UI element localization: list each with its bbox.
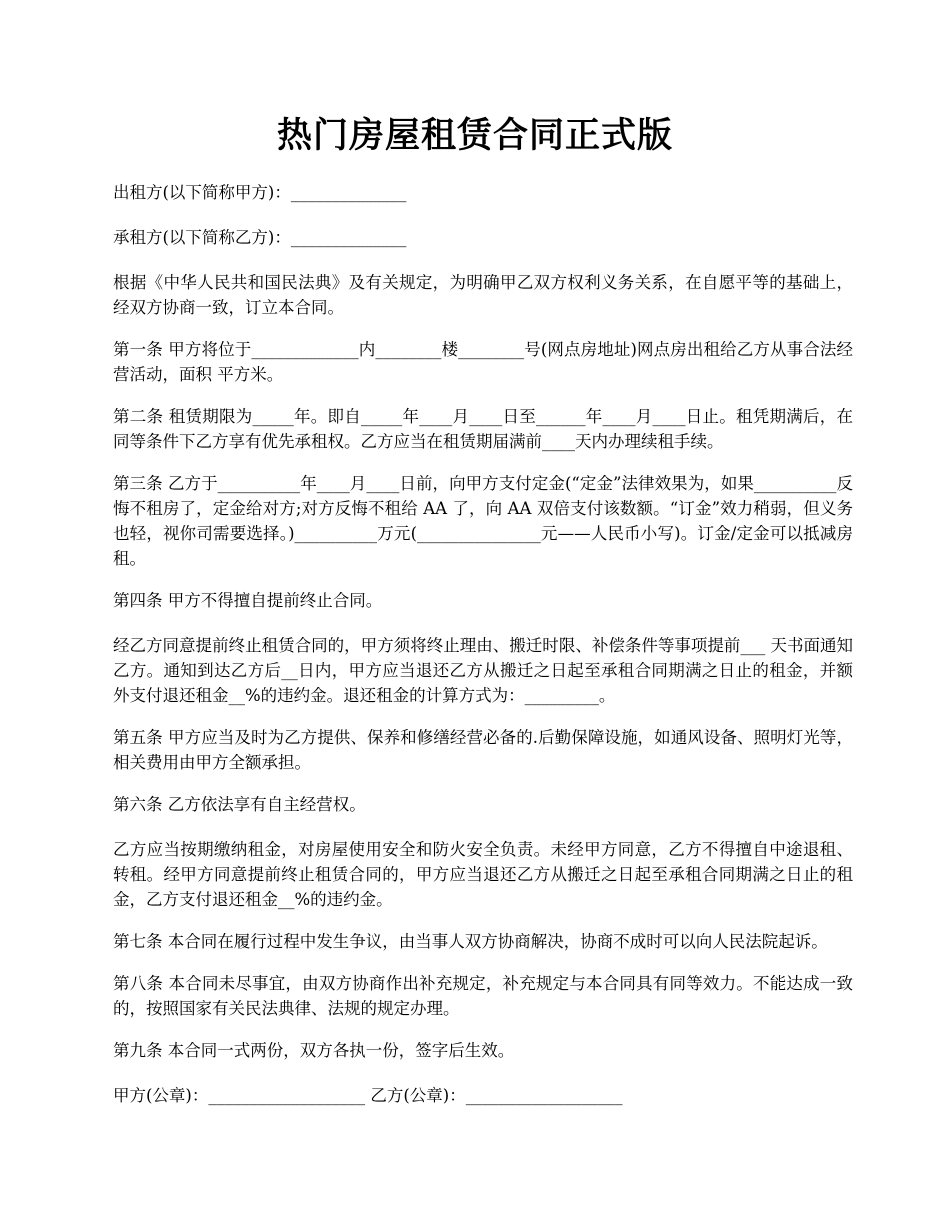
preamble-paragraph: 根据《中华人民共和国民法典》及有关规定，为明确甲乙双方权利义务关系，在自愿平等的基础上，经双方协商一致，订立本合同。 [113,273,853,317]
lessee-line: 承租方(以下简称乙方)：______________ [113,228,407,247]
article-8: 第八条 本合同未尽事宜，由双方协商作出补充规定，补充规定与本合同具有同等效力。不能达成一致的，按照国家有关民法典律、法规的规定办理。 [113,974,853,1018]
lessor-line: 出租方(以下简称甲方)：______________ [113,183,407,202]
article-2: 第二条 租赁期限为_____年。即自_____年____月____日至______年____月____日止。租凭期满后，在同等条件下乙方享有优先承租权。乙方应当在租赁期届满前____天内办理续租手续。 [113,407,853,451]
article-1: 第一条 甲方将位于_____________内________楼________号(网点房地址)网点房出租给乙方从事合法经营活动，面积 平方米。 [113,340,853,384]
article-6: 第六条 乙方依法享有自主经营权。 [113,795,366,814]
document-title: 热门房屋租赁合同正式版 [276,115,673,156]
contract-body [113,180,853,1128]
article-3: 第三条 乙方于__________年____月____日前，向甲方支付定金(“定金”法律效果为，如果__________反悔不租房了，定金给对方;对方反悔不租给 AA 了，向 AA 双倍支付该数额。“订金”效力稍弱，但义务也轻，视你司需要选择。)__________万元(_______________元——人民币小写)。订金/定金可以抵减房租。 [113,474,853,568]
article-5: 第五条 甲方应当及时为乙方提供、保养和修缮经营必备的.后勤保障设施，如通风设备、照明灯光等，相关费用由甲方全额承担。 [113,728,853,772]
article-4: 第四条 甲方不得擅自提前终止合同。 [113,591,383,610]
article-6-detail: 乙方应当按期缴纳租金，对房屋使用安全和防火安全负责。未经甲方同意，乙方不得擅自中途退租、转租。经甲方同意提前终止租赁合同的，甲方应当退还乙方从搬迁之日起至承租合同期满之日止的租金，乙方支付退还租金__%的违约金。 [113,840,853,909]
article-4-detail: 经乙方同意提前终止租赁合同的，甲方须将终止理由、搬迁时限、补偿条件等事项提前___ 天书面通知乙方。通知到达乙方后__日内，甲方应当退还乙方从搬迁之日起至承租合同期满之日止的租金，并额外支付退还租金__%的违约金。退还租金的计算方式为：_________。 [113,636,853,705]
signature-line: 甲方(公章)：___________________ 乙方(公章)：___________________ [113,1086,623,1105]
article-9: 第九条 本合同一式两份，双方各执一份，签字后生效。 [113,1041,515,1060]
article-7: 第七条 本合同在履行过程中发生争议，由当事人双方协商解决，协商不成时可以向人民法院起诉。 [113,932,828,951]
